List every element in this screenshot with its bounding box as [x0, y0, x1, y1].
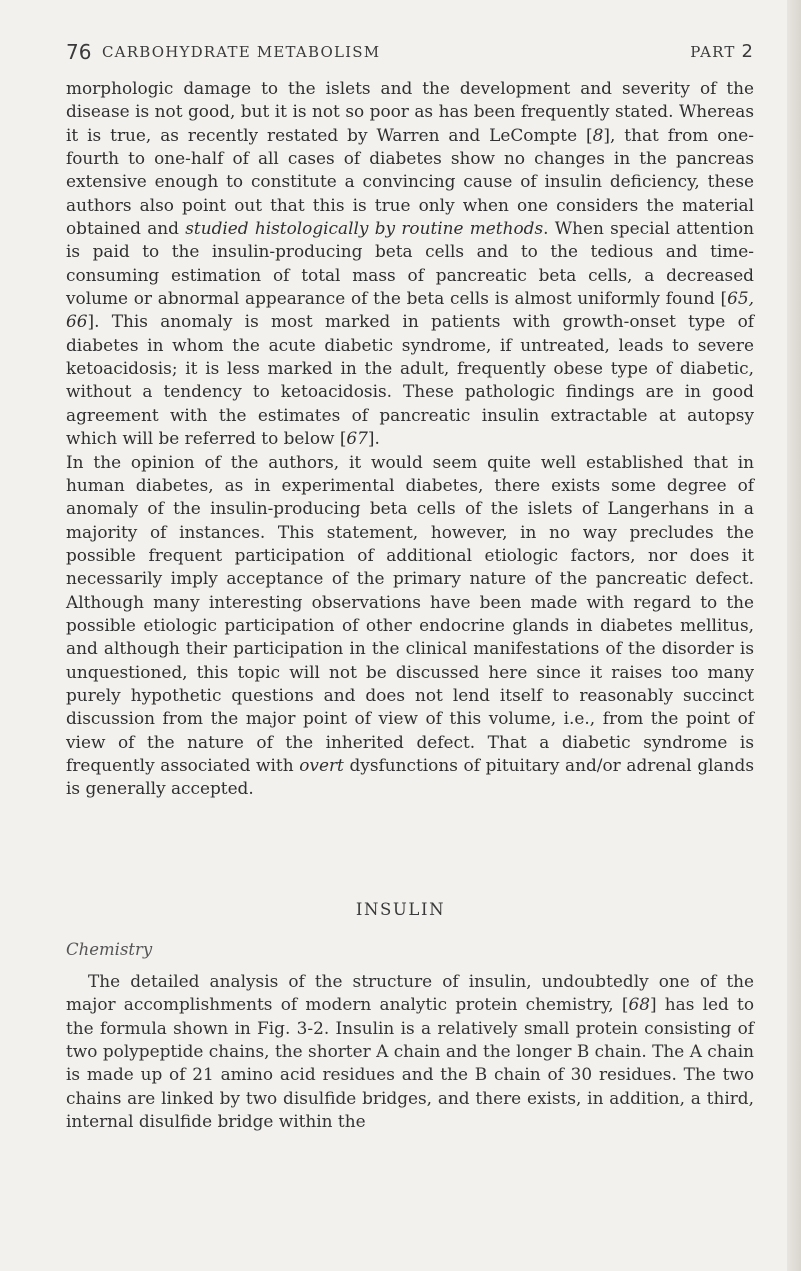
- italic-run: overt: [299, 754, 344, 775]
- text-run: . When special attention is paid to the insulin-producing beta cells and to the tedious and time-consuming estimation of total mass of pancreatic beta cells, a decreased volume or abnormal appearance of the beta cells is almost uniformly found [: [66, 218, 754, 309]
- page-number: 76: [66, 40, 92, 64]
- text-run: ], that from one-fourth to one-half of all cases of diabetes show no changes in the pancreas extensive enough to constitute a convincing cause of insulin deficiency, these authors also point out that this is true only when one considers the material obtained and: [66, 124, 754, 239]
- italic-run: 68: [628, 994, 650, 1015]
- page-edge-shadow: [787, 0, 801, 1271]
- text-run: dysfunctions of pituitary and/or adrenal glands is generally accepted.: [66, 754, 754, 799]
- italic-run: 67: [346, 428, 368, 449]
- running-title: CARBOHYDRATE METABOLISM: [102, 43, 381, 61]
- text-run: The detailed analysis of the structure of insulin, undoubtedly one of the major accomplishments of modern analytic protein chemistry, [: [66, 971, 754, 1015]
- text-run: ].: [367, 428, 380, 449]
- paragraph: [66, 970, 754, 1133]
- paragraph: [66, 451, 754, 801]
- italic-run: studied histologically by routine methods: [185, 218, 544, 239]
- text-run: ] has led to the formula shown in Fig. 3-2. Insulin is a relatively small protein consisting of two polypeptide chains, the shorter A chain and the longer B chain. The A chain is made up of 21 amino acid residues and the B chain of 30 residues. The two chains are linked by two disulfide bridges, and there exists, in addition, a third, internal disulfide bridge within the: [66, 994, 754, 1132]
- body-text-upper: [66, 77, 754, 801]
- running-head: [66, 40, 753, 68]
- part-label-text: PART: [690, 43, 736, 61]
- paragraph: [66, 77, 754, 451]
- text-run: In the opinion of the authors, it would seem quite well established that in human diabetes, as in experimental diabetes, there exists some degree of anomaly of the insulin-producing beta cells of the islets of Langerhans in a majority of instances. This statement, however, in no way precludes the possible frequent participation of additional etiologic factors, nor does it necessarily imply acceptance of the primary nature of the pancreatic defect. Although many interesting observations have been made with regard to the possible etiologic participation of other endocrine glands in diabetes mellitus, and although their participation in the clinical manifestations of the disorder is unquestioned, this topic will not be discussed here since it raises too many purely hypothetic questions and does not lend itself to reasonably succinct discussion from the major point of view of this volume, i.e., from the point of view of the nature of the inherited defect. That a diabetic syndrome is frequently associated with: [66, 451, 754, 775]
- subsection-heading: Chemistry: [66, 940, 153, 959]
- section-heading: INSULIN: [355, 900, 446, 919]
- italic-run: 65, 66: [66, 288, 754, 332]
- part-label: [690, 41, 753, 62]
- text-run: morphologic damage to the islets and the development and severity of the disease is not good, but it is not so poor as has been frequently stated. Whereas it is true, as recently restated by Warren and LeCompte [: [66, 78, 754, 145]
- italic-run: 8: [592, 124, 604, 145]
- part-number: 2: [741, 41, 753, 62]
- body-text-lower: [66, 970, 754, 1133]
- text-run: ]. This anomaly is most marked in patients with growth-onset type of diabetes in whom the acute diabetic syndrome, if untreated, leads to severe ketoacidosis; it is less marked in the adult, frequently obese type of diabetic, without a tendency to ketoacidosis. These pathologic findings are in good agreement with the estimates of pancreatic insulin extractable at autopsy which will be referred to below [: [66, 311, 754, 449]
